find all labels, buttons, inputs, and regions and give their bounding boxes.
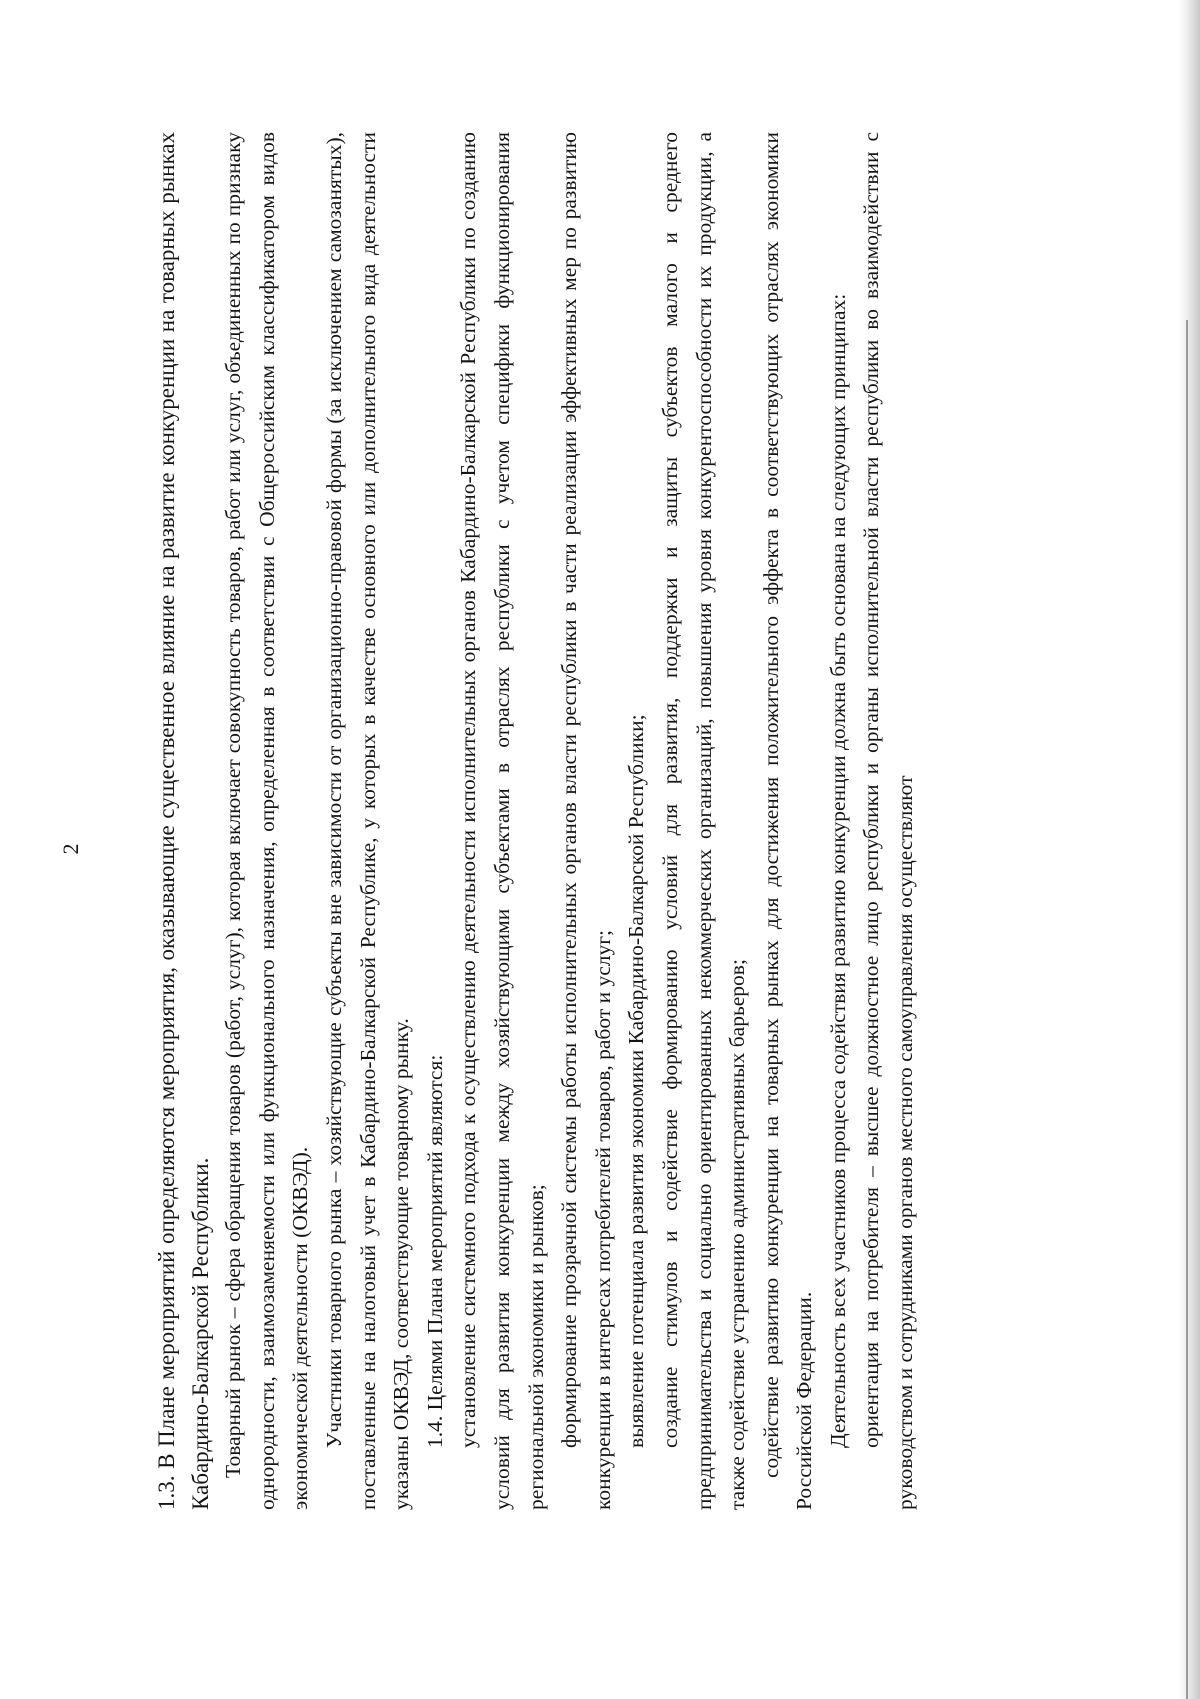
paragraph-goal-potential: выявление потенциала развития экономики Кабардино-Балкарской Республики; (624, 714, 649, 1448)
paragraph-goal-system-approach: установление системного подхода к осуществлению деятельности исполнительных органов Кабардино-Балкарской Республики по созданию условий для развития конкуренции между хозяйствующими субъектами в отраслях республики с учетом специфики функционирования региональной экономики и рынков; (456, 132, 548, 1510)
page-number: 2 (58, 843, 83, 855)
paragraph-principles-intro: Деятельность всех участников процесса содействия развитию конкуренции должна быть основана на следующих принципах: (825, 293, 850, 1448)
scan-edge-line (1186, 320, 1188, 1699)
scan-page-edge (1178, 0, 1200, 1699)
paragraph-market-definition: Товарный рынок – сфера обращения товаров (работ, услуг), которая включает совокупность товаров, работ или услуг, объединенных по признаку однородности, взаимозаменяемости или функционального назначения, определенная в соответствии с Общероссийским классификатором видов экономической деятельности (ОКВЭД). (221, 132, 313, 1510)
paragraph-goal-transparent-system: формирование прозрачной системы работы исполнительных органов власти республики в части реализации эффективных мер по развитию конкуренции в интересах потребителей товаров, работ и услуг; (557, 132, 615, 1510)
paragraph-1-4-heading: 1.4. Целями Плана мероприятий являются: (422, 1054, 447, 1448)
paragraph-principle-consumer: ориентация на потребителя – высшее должностное лицо республики и органы исполнительной власти республики во взаимодействии с руководством и сотрудниками органов местного самоуправления осуществляют (859, 132, 918, 1510)
paragraph-market-participants: Участники товарного рынка – хозяйствующие субъекты вне зависимости от организационно-правовой формы (за исключением самозанятых), поставленные на налоговый учет в Кабардино-Балкарской Республике, у которых в качестве основного или дополнительного вида деятельности указаны ОКВЭД, соответствующие товарному рынку. (321, 132, 414, 1510)
document-text (150, 132, 923, 1510)
paragraph-goal-competition: содействие развитию конкуренции на товарных рынках для достижения положительного эффекта в соответствующих отраслях экономики Российской Федерации. (758, 132, 817, 1510)
paragraph-goal-stimuli: создание стимулов и содействие формированию условий для развития, поддержки и защиты субъектов малого и среднего предпринимательства и социально ориентированных некоммерческих организаций, повышения уровня конкурентоспособности их продукции, а также содействие устранению административных барьеров; (657, 132, 750, 1510)
paragraph-1-3: 1.3. В Плане мероприятий определяются мероприятия, оказывающие существенное влияние на развитие конкуренции на товарных рынках Кабардино-Балкарской Республики. (154, 132, 213, 1510)
